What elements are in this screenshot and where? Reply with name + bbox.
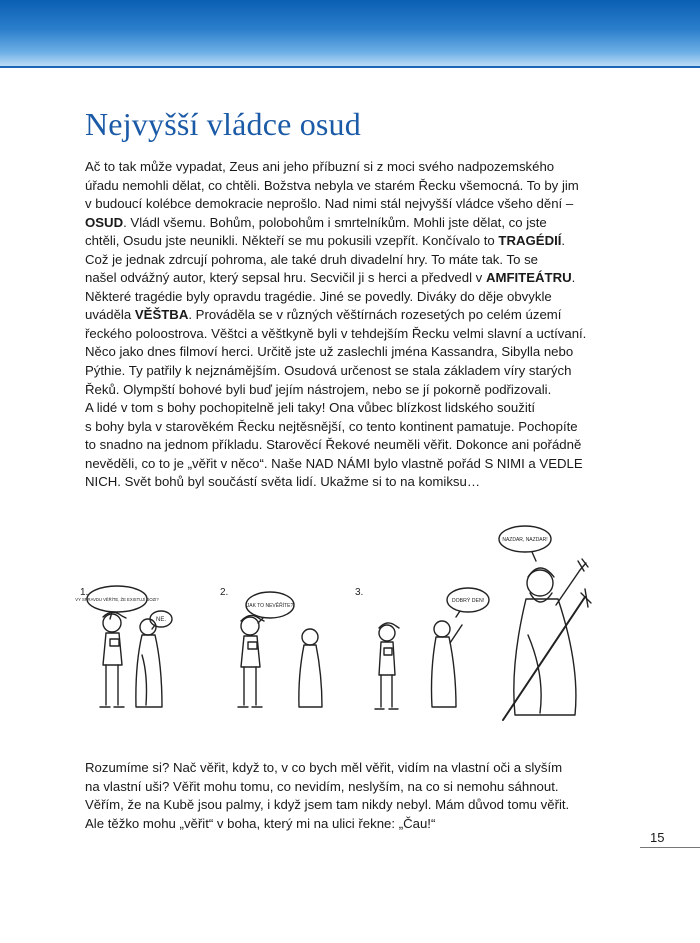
keyword-amfiteatru: AMFITEÁTRU	[485, 270, 572, 286]
panel1-tourist-figure	[100, 612, 126, 707]
text-line: Některé tragédie byly opravdu tragédie. Jiné se povedly. Diváky do děje obvykle	[85, 288, 552, 304]
keyword-vestba: VĚŠTBA	[134, 307, 189, 323]
panel3-greek-figure	[432, 621, 463, 707]
text-line: našel odvážný autor, který sepsal hru. Secvičil ji s herci a předvedl v AMFITEÁTRU.	[85, 270, 576, 286]
keyword-tragedii: TRAGÉDIÍ	[498, 233, 562, 249]
comic-strip	[70, 515, 640, 745]
page-title: Nejvyšší vládce osud	[85, 106, 361, 142]
zeus-figure	[503, 559, 591, 720]
text-line: Pýthie. Ty patřily k nejznámějším. Osudová určenost se stala základem víry starých	[85, 363, 572, 379]
text-line: chtěli, Osudu jste neunikli. Někteří se mu pokusili vzepřít. Končívalo to TRAGÉDIÍ.	[85, 233, 566, 249]
text-line: A lidé v tom s bohy pochopitelně jeli taky! Ona vůbec blízkost lidského soužití	[85, 400, 536, 416]
text-line: Což je jednak zdrcují pohroma, ale také druh divadelní hry. To máte tak. To se	[85, 251, 539, 267]
panel-number-2: 2.	[220, 587, 229, 598]
page-number: 15	[650, 830, 665, 845]
text-line: uváděla VĚŠTBA. Prováděla se v různých věštírnách rozesetých po celém území	[85, 307, 562, 323]
panel-number-3: 3.	[355, 587, 364, 598]
text-line: nevěděli, co to je „věřit v něco“. Naše NAD NÁMI bylo vlastně pořád S NIMI a VEDLE	[85, 455, 583, 471]
text-line: Něco jako dnes filmoví herci. Určitě jste už zaslechli jména Kassandra, Sibylla nebo	[85, 344, 574, 360]
text-line: na vlastní uši? Věřit mohu tomu, co nevidím, neslyším, na co si nemohu sáhnout.	[85, 778, 559, 794]
header-band	[0, 0, 700, 66]
panel2-greek-figure	[299, 629, 322, 707]
page-number-rule	[640, 847, 700, 848]
text-line: OSUD. Vládl všemu. Bohům, polobohům i smrtelníkům. Mohli jste dělat, co jste	[85, 214, 547, 230]
header-rule	[0, 66, 700, 68]
svg-text:JAK TO NEVĚŘÍTE?: JAK TO NEVĚŘÍTE?	[246, 603, 294, 609]
text-line: řeckého poloostrova. Věštci a věštkyně byli v tehdejším Řecku velmi slavní a uctívaní.	[85, 325, 587, 341]
text-line: Ač to tak může vypadat, Zeus ani jeho příbuzní si z moci svého nadpozemského	[85, 159, 555, 174]
text-line: v budoucí kolébce demokracie neprošlo. Nad nimi stál nejvyšší vládce všeho dění –	[85, 196, 574, 212]
svg-text:VY SPRAVDU VĚŘÍTE, ŽE EXISTUJÍ: VY SPRAVDU VĚŘÍTE, ŽE EXISTUJÍ BOZI?	[75, 597, 159, 602]
text-line: NICH. Svět bohů byl součástí světa lidí. Ukažme si to na komiksu…	[85, 474, 481, 490]
panel2-tourist-figure	[238, 615, 264, 707]
text-line: Ale těžko mohu „věřit“ v boha, který mi na ulici řekne: „Čau!“	[85, 815, 436, 831]
paragraph-conclusion	[85, 759, 620, 833]
panel1-greek-bubble	[150, 611, 172, 629]
panel-number-1: 1.	[80, 587, 89, 598]
panel1-greek-figure	[136, 619, 162, 707]
panel3-tourist-figure	[375, 623, 399, 709]
svg-text:NE.: NE.	[155, 617, 167, 623]
svg-text:NAZDAR, NAZDAR!: NAZDAR, NAZDAR!	[502, 537, 548, 543]
keyword-osud: OSUD	[85, 214, 124, 230]
text-line: Řeků. Olympští bohové byli buď jejím nástrojem, nebo se jí pokorně podřizovali.	[85, 381, 552, 397]
panel2-tourist-bubble	[246, 592, 294, 623]
text-line: úřadu nemohli dělat, co chtěli. Božstva nebyla ve starém Řecku všemocná. To by jim	[85, 177, 579, 193]
text-line: Věřím, že na Kubě jsou palmy, i když jsem tam nikdy nebyl. Mám důvod tomu věřit.	[85, 797, 570, 813]
text-line: Rozumíme si? Nač věřit, když to, v co bych měl věřit, vidím na vlastní oči a slyším	[85, 760, 563, 775]
zeus-bubble	[499, 526, 551, 561]
panel3-greek-bubble	[447, 588, 489, 617]
text-line: to snadno na jednom příkladu. Starověcí Řekové neuměli věřit. Dokonce ani pořádně	[85, 437, 582, 453]
paragraph-intro	[85, 158, 620, 492]
text-line: s bohy byla v starověkém Řecku nejtěsnější, co tento kontinent pamatuje. Pochopíte	[85, 418, 578, 434]
svg-text:DOBRÝ DEN!: DOBRÝ DEN!	[451, 598, 485, 604]
